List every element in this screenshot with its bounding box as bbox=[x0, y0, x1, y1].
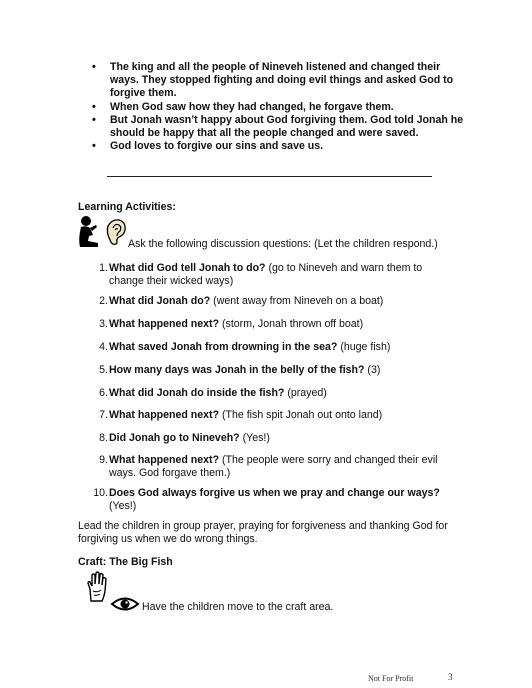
question-number: 10. bbox=[93, 487, 108, 499]
divider-line bbox=[107, 176, 432, 177]
question-number: 5. bbox=[99, 364, 108, 376]
question-item bbox=[90, 318, 455, 331]
question-answer: (3) bbox=[364, 364, 381, 376]
question-answer: (storm, Jonah thrown off boat) bbox=[219, 318, 364, 330]
question-text: How many days was Jonah in the belly of the fish? bbox=[109, 364, 365, 376]
bullet-item: • But Jonah wasn’t happy about God forgiving them. God told Jonah he should be happy that all the people changed and were saved. bbox=[92, 114, 472, 140]
question-text: What happened next? bbox=[109, 454, 220, 466]
question-item bbox=[90, 454, 455, 480]
bullet-item: • When God saw how they had changed, he forgave them. bbox=[92, 101, 472, 114]
question-item bbox=[90, 262, 455, 288]
question-text: What did Jonah do? bbox=[109, 295, 211, 307]
question-answer: (Yes!) bbox=[109, 500, 137, 513]
eye-icon bbox=[110, 596, 140, 612]
page-number: 3 bbox=[448, 672, 453, 682]
question-answer: (prayed) bbox=[284, 387, 327, 399]
question-item bbox=[90, 387, 455, 400]
question-number: 3. bbox=[99, 318, 108, 330]
bullet-item: • God loves to forgive our sins and save us. bbox=[92, 140, 472, 153]
ear-icon bbox=[104, 218, 128, 246]
learning-activities-heading: Learning Activities: bbox=[78, 201, 176, 213]
craft-instruction: Have the children move to the craft area. bbox=[142, 601, 334, 613]
question-text: Did Jonah go to Nineveh? bbox=[109, 432, 240, 444]
question-number: 1. bbox=[99, 262, 108, 274]
question-item bbox=[90, 432, 455, 445]
question-item bbox=[90, 487, 455, 513]
discussion-instruction: Ask the following discussion questions: (Let the children respond.) bbox=[128, 238, 438, 250]
question-number: 8. bbox=[99, 432, 108, 444]
question-number: 6. bbox=[99, 387, 108, 399]
question-answer: (The fish spit Jonah out onto land) bbox=[219, 409, 383, 421]
summary-bullets bbox=[92, 61, 472, 153]
prayer-instruction: Lead the children in group prayer, praying for forgiveness and thanking God for forgiving us when we do wrong things. bbox=[78, 520, 448, 546]
question-number: 2. bbox=[99, 295, 108, 307]
question-text: What did God tell Jonah to do? bbox=[109, 262, 266, 274]
question-answer: (Yes!) bbox=[239, 432, 270, 444]
question-text: What happened next? bbox=[109, 409, 220, 421]
question-answer: (go to Nineveh and warn them to change their wicked ways) bbox=[109, 262, 423, 288]
footer-text: Not For Profit bbox=[368, 674, 414, 683]
question-answer: (The people were sorry and changed their evil ways. God forgave them.) bbox=[109, 454, 438, 480]
hand-icon bbox=[86, 571, 108, 603]
question-answer: (huge fish) bbox=[337, 341, 391, 353]
question-item bbox=[90, 295, 455, 308]
bullet-item: • The king and all the people of Nineveh listened and changed their ways. They stopped fighting and doing evil things and asked God to forgive them. bbox=[92, 61, 472, 101]
question-item bbox=[90, 409, 455, 422]
question-text: What happened next? bbox=[109, 318, 220, 330]
question-answer: (went away from Nineveh on a boat) bbox=[210, 295, 384, 307]
question-number: 9. bbox=[99, 454, 108, 466]
question-number: 4. bbox=[99, 341, 108, 353]
question-text: What saved Jonah from drowning in the sea? bbox=[109, 341, 338, 353]
question-item bbox=[90, 341, 455, 354]
question-text: What did Jonah do inside the fish? bbox=[109, 387, 285, 399]
question-item bbox=[90, 364, 455, 377]
craft-heading: Craft: The Big Fish bbox=[78, 556, 173, 568]
question-text: Does God always forgive us when we pray and change our ways? bbox=[109, 487, 440, 499]
praying-child-icon bbox=[76, 215, 102, 249]
question-number: 7. bbox=[99, 409, 108, 421]
